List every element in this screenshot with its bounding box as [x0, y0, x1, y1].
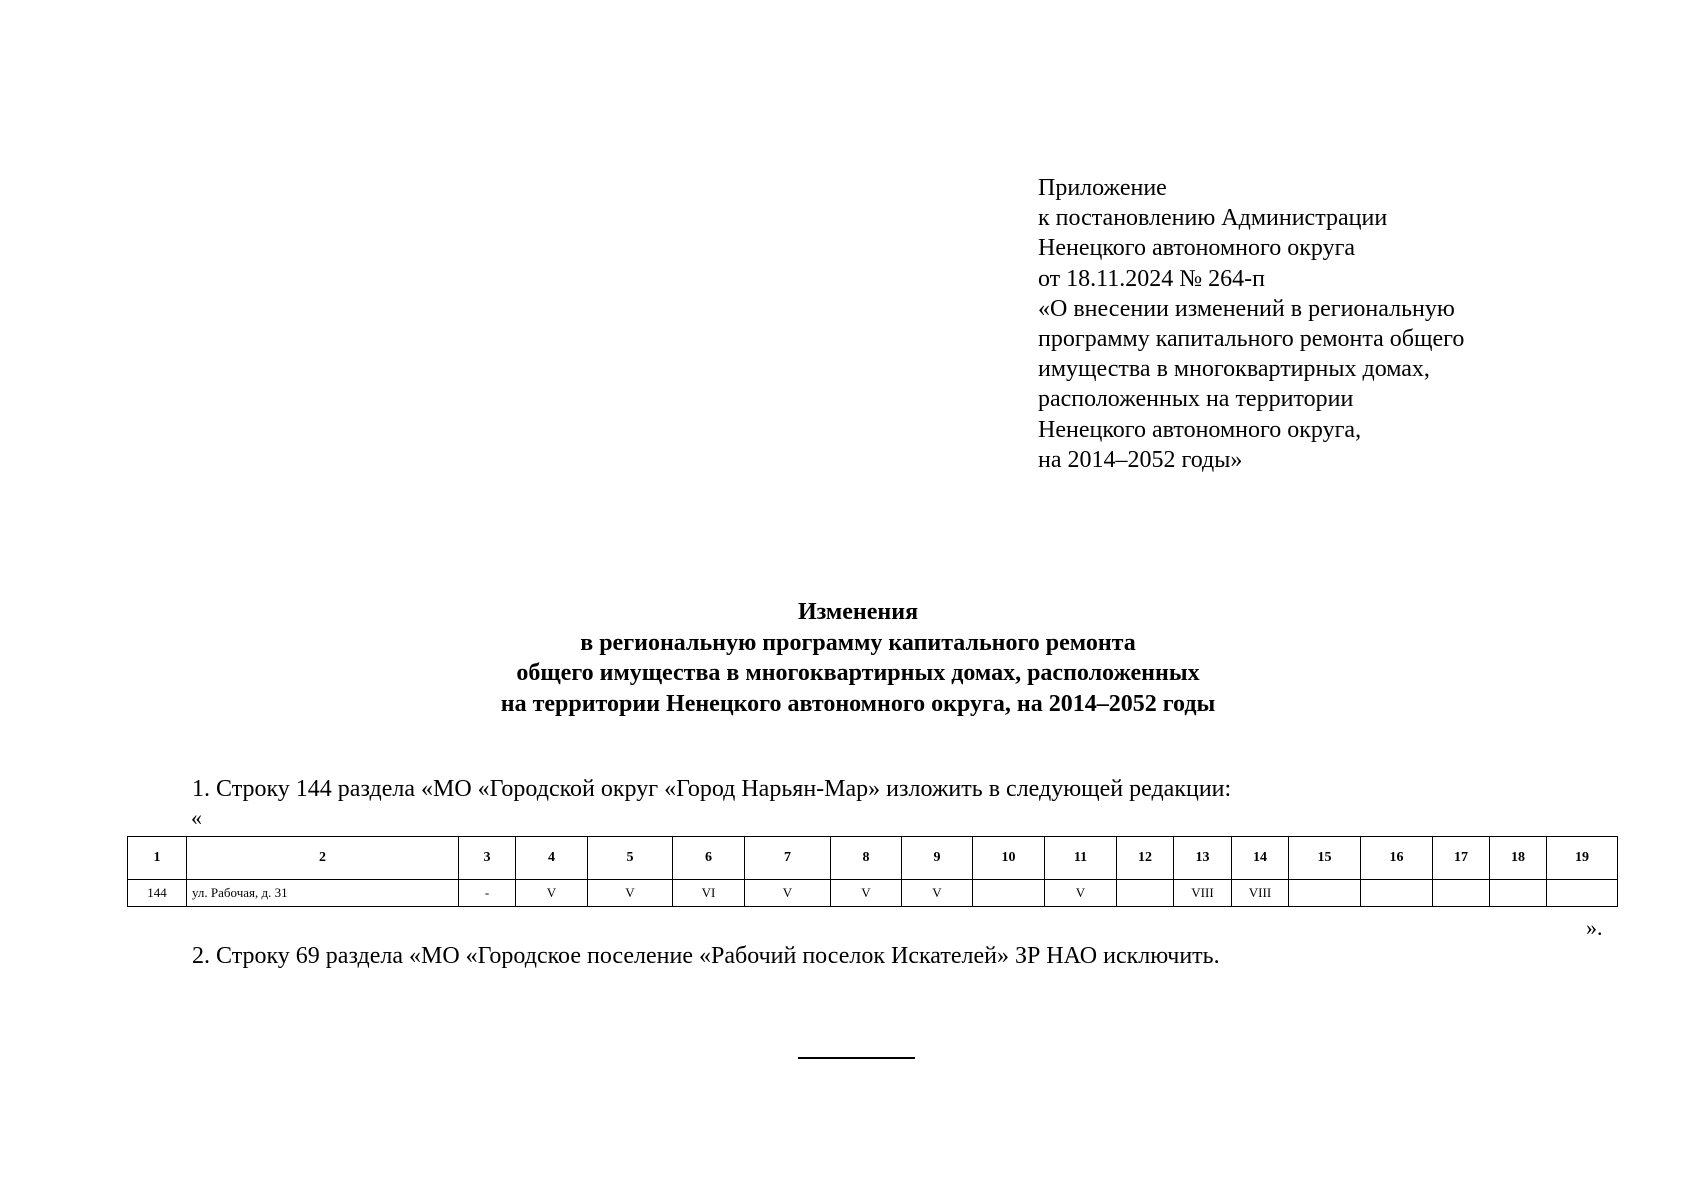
column-header: 6 [673, 837, 745, 880]
column-header: 17 [1433, 837, 1490, 880]
column-header: 12 [1117, 837, 1174, 880]
column-header: 4 [516, 837, 588, 880]
table-cell: V [831, 880, 902, 907]
appendix-block [1038, 173, 1464, 475]
table-cell [973, 880, 1045, 907]
appendix-line: Приложение [1038, 175, 1167, 201]
table-cell: V [516, 880, 588, 907]
table-cell [1117, 880, 1174, 907]
column-header: 11 [1045, 837, 1117, 880]
column-header: 10 [973, 837, 1045, 880]
appendix-line: к постановлению Администрации [1038, 205, 1388, 232]
appendix-line: на 2014–2052 годы» [1038, 446, 1243, 473]
column-header: 9 [902, 837, 973, 880]
opening-quote-mark: « [191, 805, 202, 830]
table-cell [1547, 880, 1618, 907]
column-header: 1 [128, 837, 187, 880]
table-cell: VIII [1174, 880, 1232, 907]
appendix-line: «О внесении изменений в региональную [1038, 295, 1455, 322]
column-header: 13 [1174, 837, 1232, 880]
column-header: 2 [187, 837, 459, 880]
column-header: 3 [459, 837, 516, 880]
column-header: 7 [745, 837, 831, 880]
appendix-line: Ненецкого автономного округа, [1038, 416, 1362, 443]
column-header: 8 [831, 837, 902, 880]
column-header: 19 [1547, 837, 1618, 880]
column-header: 5 [588, 837, 673, 880]
table-cell: V [588, 880, 673, 907]
closing-quote-mark: ». [1586, 915, 1603, 940]
table-cell [1361, 880, 1433, 907]
title-line: общего имущества в многоквартирных домах, расположенных [516, 660, 1200, 686]
appendix-line: имущества в многоквартирных домах, [1038, 356, 1430, 383]
table-cell: V [745, 880, 831, 907]
item-2-text: 2. Строку 69 раздела «МО «Городское поселение «Рабочий поселок Искателей» ЗР НАО исключить. [192, 943, 1220, 969]
column-header: 15 [1289, 837, 1361, 880]
table-cell [1289, 880, 1361, 907]
appendix-line: от 18.11.2024 № 264-п [1038, 265, 1266, 292]
column-header: 16 [1361, 837, 1433, 880]
column-header: 18 [1490, 837, 1547, 880]
end-divider [798, 1057, 915, 1059]
table-row [128, 880, 1618, 907]
table-cell: VIII [1232, 880, 1289, 907]
table-cell: 144 [128, 880, 187, 907]
table-header-row [128, 837, 1618, 880]
appendix-line: Ненецкого автономного округа [1038, 235, 1356, 262]
title-line: в региональную программу капитального ремонта [580, 629, 1136, 656]
document-title [0, 597, 1698, 719]
table-cell [1490, 880, 1547, 907]
table-cell: - [459, 880, 516, 907]
table-cell: V [1045, 880, 1117, 907]
table-cell [1433, 880, 1490, 907]
table-cell: V [902, 880, 973, 907]
column-header: 14 [1232, 837, 1289, 880]
changes-table [127, 836, 1618, 907]
item-1-text: 1. Строку 144 раздела «МО «Городской округ «Город Нарьян-Мар» изложить в следующей редакции: [192, 776, 1232, 802]
address-cell: ул. Рабочая, д. 31 [187, 880, 459, 907]
title-line: на территории Ненецкого автономного округа, на 2014–2052 годы [500, 690, 1216, 717]
table-cell: VI [673, 880, 745, 907]
title-line: Изменения [797, 599, 919, 625]
appendix-line: программу капитального ремонта общего [1038, 326, 1465, 353]
appendix-line: расположенных на территории [1038, 386, 1354, 413]
